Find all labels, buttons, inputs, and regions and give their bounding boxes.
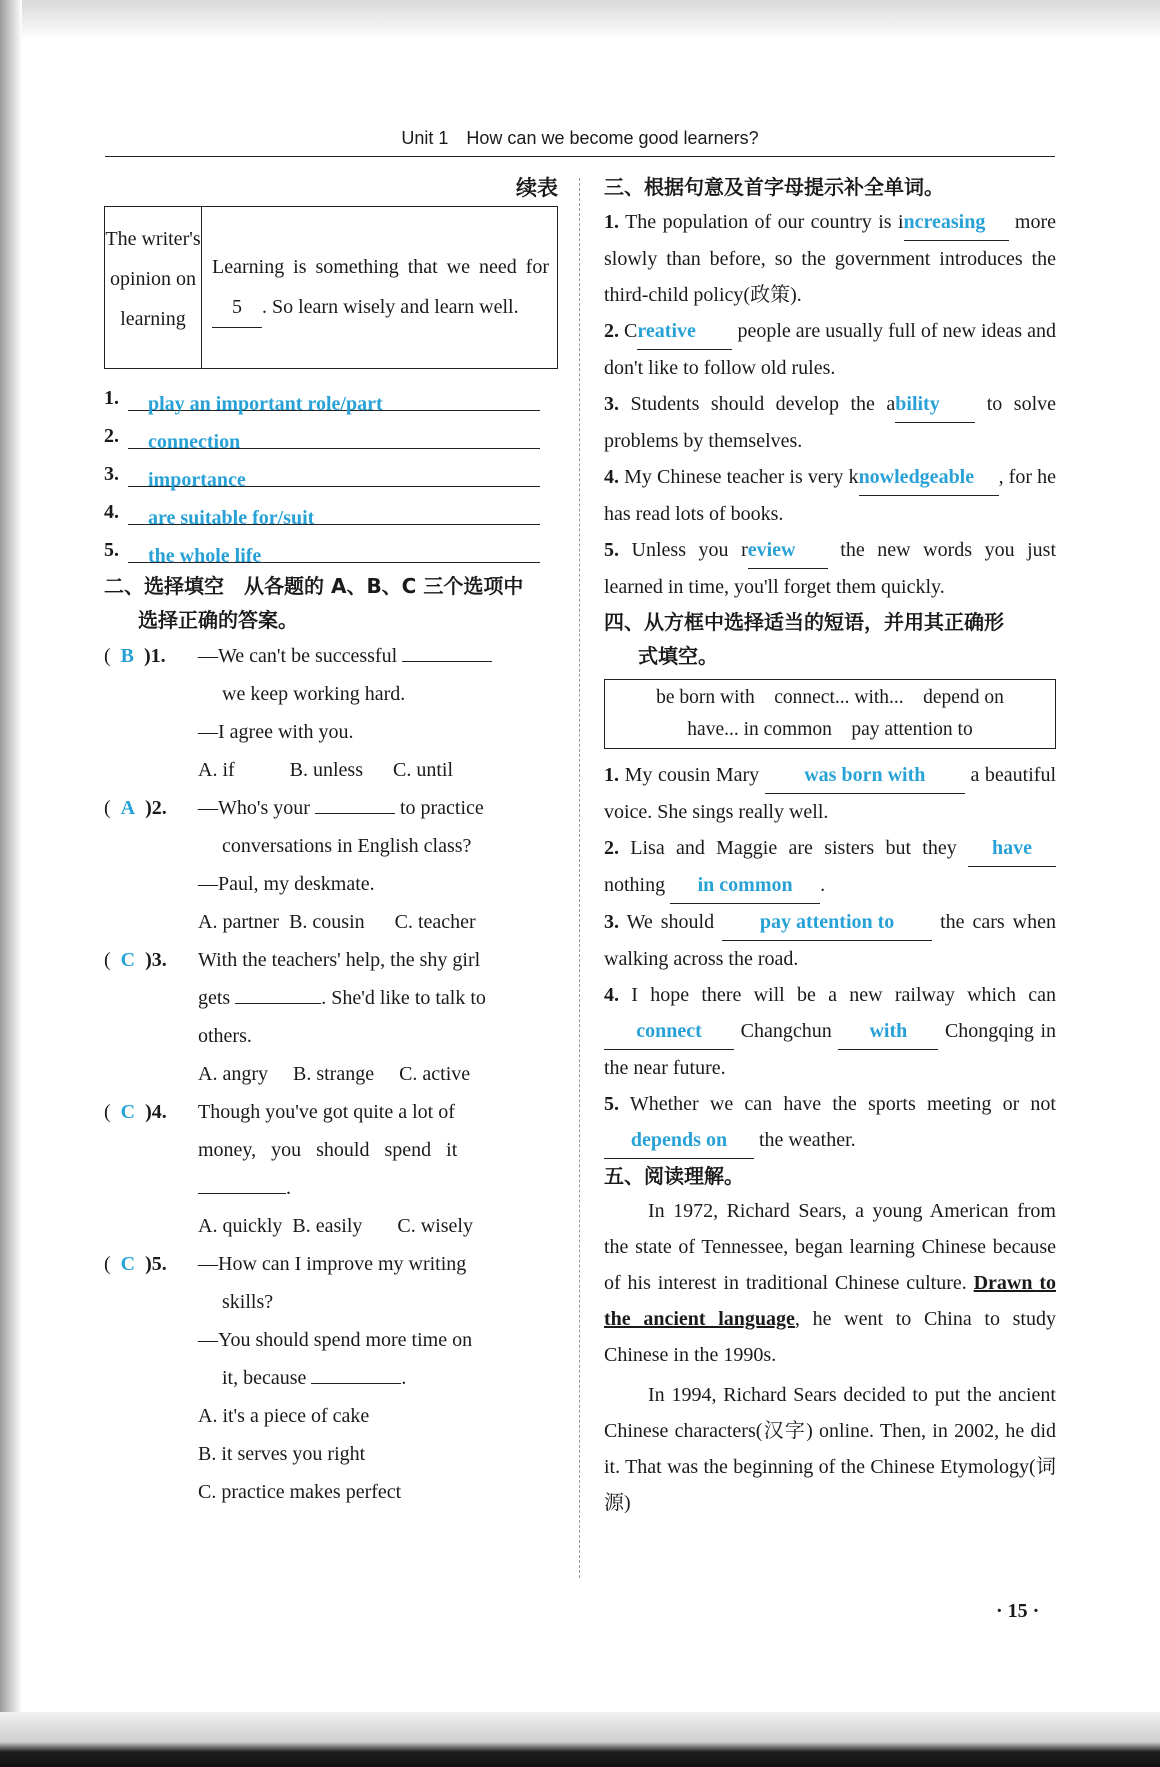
section3-title: 三、根据句意及首字母提示补全单词。: [604, 175, 944, 199]
answer-row: 5. the whole life: [104, 531, 558, 569]
page-bottom-edge: [0, 1712, 1160, 1767]
column-divider: [579, 178, 580, 1578]
page-top-shadow: [0, 0, 1160, 40]
s3-item-4: 4. My Chinese teacher is very knowledgeable , for he has read lots of books.: [604, 459, 1056, 532]
page-left-shadow: [0, 0, 22, 1720]
table-text: Learning is something that we need for 5 . So learn wisely and learn well.: [202, 207, 558, 369]
answer-row: 2. connection: [104, 417, 558, 455]
section5-title: 五、阅读理解。: [604, 1164, 744, 1188]
table-blank: 5: [212, 287, 262, 328]
phrase-box: be born with connect... with... depend on have... in common pay attention to: [604, 679, 1056, 749]
running-header: Unit 1 How can we become good learners?: [105, 124, 1055, 157]
left-column: [104, 170, 558, 1511]
question-3: ( C )3. With the teachers' help, the shy girl gets . She'd like to talk to others. A. angry B. strange C. active: [104, 949, 486, 1085]
section4-title: 四、从方框中选择适当的短语，并用其正确形 式填空。: [604, 610, 1004, 668]
table-label: The writer's opinion on learning: [105, 207, 202, 369]
s3-item-5: 5. Unless you review the new words you just learned in time, you'll forget them quickly.: [604, 532, 1056, 605]
reading-paragraph-1: In 1972, Richard Sears, a young American from the state of Tennessee, began learning Chinese because of his interest in traditional Chinese culture. Drawn to the ancient language, he went to China to study Chinese in the 1990s.: [604, 1200, 1056, 1366]
answer-row: 3. importance: [104, 455, 558, 493]
s3-item-1: 1. The population of our country is increasing more slowly than before, so the government introduces the third-child policy(政策).: [604, 204, 1056, 313]
continued-label: 续表: [516, 176, 558, 200]
question-1: ( B )1. —We can't be successful we keep working hard. —I agree with you. A. if B. unless C. until: [104, 637, 558, 789]
answer-row: 1. play an important role/part: [104, 379, 558, 417]
right-column: [604, 170, 1056, 1521]
s3-item-3: 3. Students should develop the ability to solve problems by themselves.: [604, 386, 1056, 459]
question-4: ( C )4. Though you've got quite a lot of money, you should spend it . A. quickly B. easily C. wisely: [104, 1101, 473, 1237]
answer-list: [104, 379, 558, 569]
reading-paragraph-2: In 1994, Richard Sears decided to put the ancient Chinese characters(汉字) online. Then, in 2002, he did it. That was the beginning of the Chinese Etymology(词源): [604, 1384, 1056, 1514]
s4-item-4: 4. I hope there will be a new railway which can connect Changchun with Chongqing in the near future.: [604, 984, 1057, 1079]
answer-row: 4. are suitable for/suit: [104, 493, 558, 531]
page-number: · 15 ·: [996, 1600, 1040, 1622]
question-2: ( A )2. —Who's your to practice conversations in English class? —Paul, my deskmate. A. partner B. cousin C. teacher: [104, 797, 484, 933]
s4-item-5: 5. Whether we can have the sports meeting or not depends on the weather.: [604, 1086, 1056, 1159]
s4-item-2: 2. Lisa and Maggie are sisters but they have nothing in common .: [604, 830, 1056, 904]
opinion-table: [104, 206, 558, 369]
question-5: ( C )5. —How can I improve my writing skills? —You should spend more time on it, because . A. it's a piece of cake B. it serves you right C. practice makes perfect: [104, 1253, 473, 1503]
section2-title: 二、选择填空 从各题的 A、B、C 三个选项中 选择正确的答案。: [104, 574, 524, 632]
s4-item-3: 3. We should pay attention to the cars when walking across the road.: [604, 904, 1056, 977]
s3-item-2: 2. Creative people are usually full of new ideas and don't like to follow old rules.: [604, 313, 1056, 386]
s4-item-1: 1. My cousin Mary was born with a beautiful voice. She sings really well.: [604, 757, 1056, 830]
